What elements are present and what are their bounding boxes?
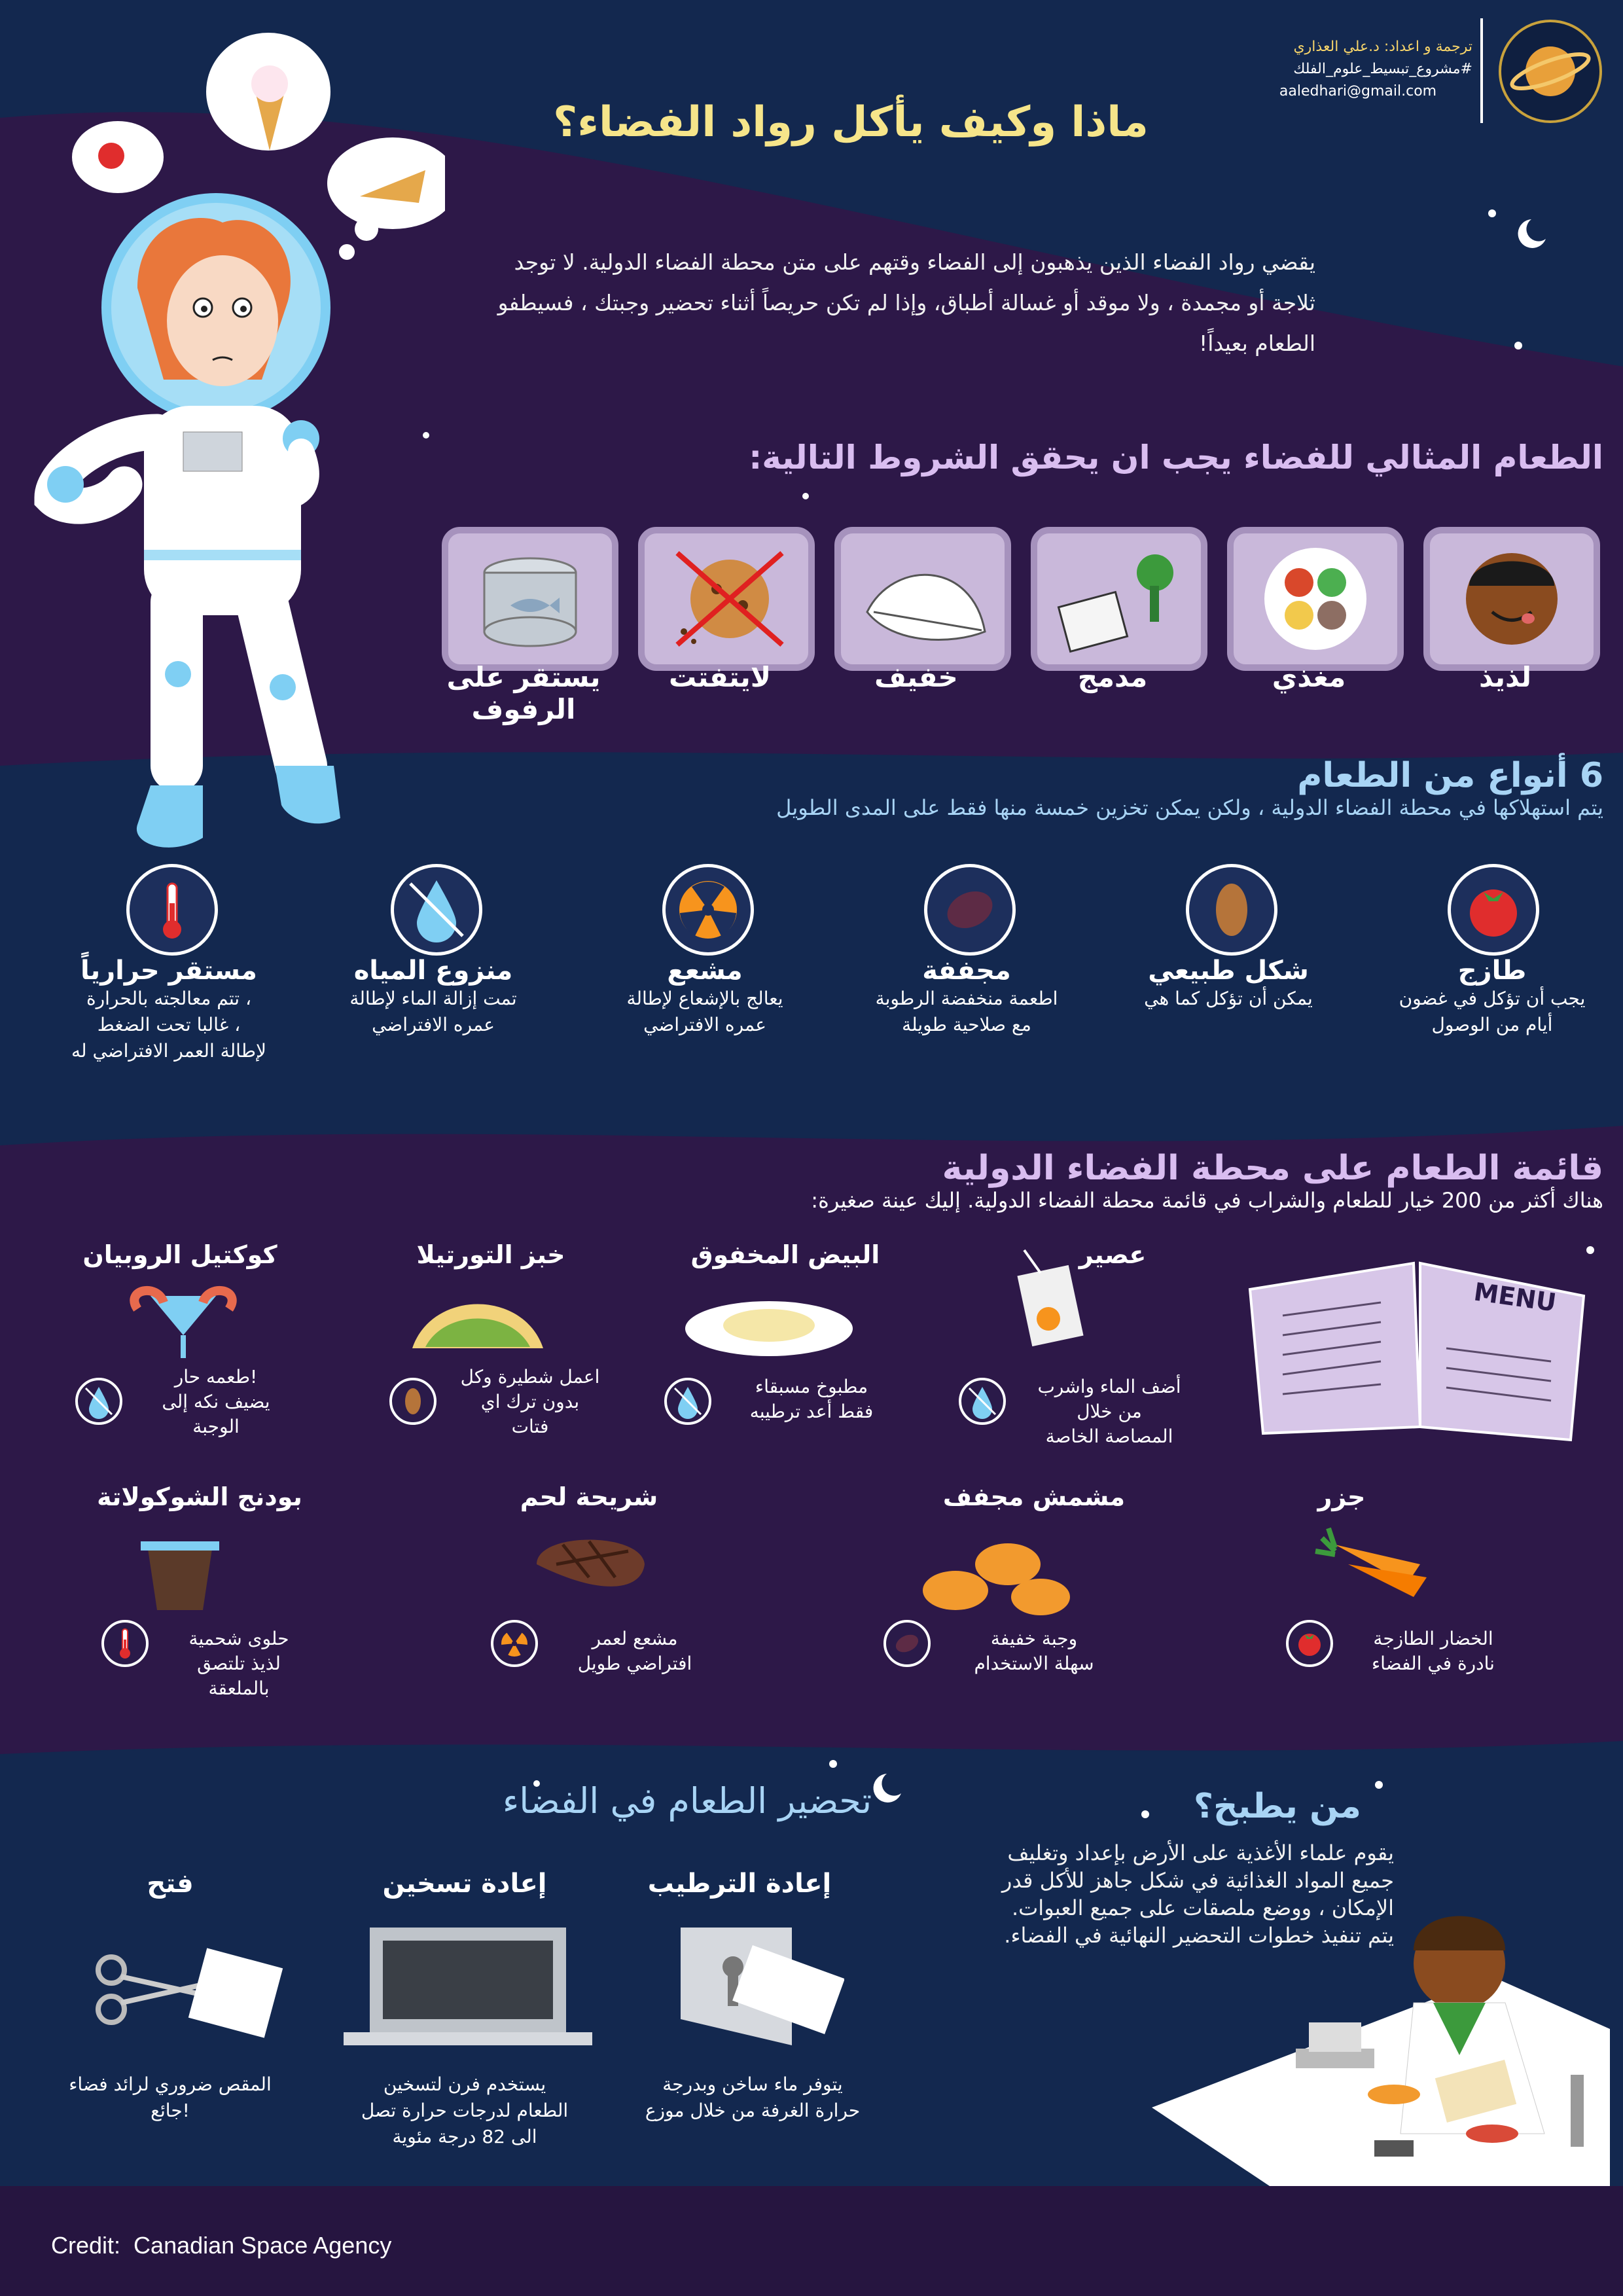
desc-line: حرارة الغرفة من خلال موزع (645, 2100, 861, 2121)
type-dried-icon-wrap (924, 864, 1016, 956)
dried-apricot-icon (910, 1532, 1080, 1617)
food-warmer-icon (344, 1921, 592, 2052)
type-desc: يجب أن تؤكل في غضون (1399, 988, 1586, 1009)
type-title: مجففة (922, 956, 1011, 986)
condition-card-light (834, 527, 1011, 671)
desc-line: يتوفر ماء ساخن وبدرجة (662, 2073, 843, 2095)
menu-item-name: مشمش مجفف (942, 1482, 1126, 1511)
radiation-icon (491, 1620, 538, 1667)
type-desc: مع صلاحية طويلة (902, 1014, 1031, 1035)
condition-label-compact: مدمج (1077, 661, 1148, 693)
condition-label-no-crumbs: لايتفتت (668, 661, 772, 693)
desc-line: جائع! (151, 2100, 190, 2121)
desc-line: يستخدم فرن لتسخين (383, 2073, 546, 2095)
desc-line: اعمل شطيرة وكل (460, 1366, 600, 1388)
prep-step-name: إعادة تسخين (382, 1869, 547, 1899)
type-dehydrated-icon-wrap (391, 864, 482, 956)
desc-line: المصاصة الخاصة (1045, 1426, 1173, 1447)
prep-step-desc (314, 2072, 615, 2150)
desc-line: يضيف نكه إلى (162, 1391, 270, 1412)
menu-item-desc (147, 1626, 330, 1701)
type-fresh (1361, 956, 1623, 1038)
desc-line: فقط أعد ترطيبه (749, 1401, 874, 1422)
menu-item-name: خبز التورتيلا (416, 1240, 565, 1269)
type-natural (1097, 956, 1359, 1012)
type-desc: يمكن أن تؤكل كما هي (1144, 988, 1313, 1009)
menu-item-desc (713, 1374, 910, 1424)
desc-line: سهلة الاستخدام (974, 1653, 1094, 1674)
food-scientist-illustration (1152, 1859, 1610, 2186)
thermometer-icon (130, 867, 215, 952)
steak-icon (524, 1525, 654, 1604)
type-natural-icon-wrap (1186, 864, 1277, 956)
desc-line: مطبوخ مسبقاء (755, 1376, 868, 1397)
dried-date-icon (883, 1620, 931, 1667)
tortilla-icon (406, 1283, 550, 1361)
juice-pouch-icon (1008, 1244, 1099, 1361)
shrimp-cocktail-icon (118, 1283, 249, 1368)
menu-subheading: هناك أكثر من 200 خيار للطعام والشراب في قائمة محطة الفضاء الدولية. إليك عينة صغيرة: (811, 1188, 1603, 1213)
type-desc: غالبا تحت الضغط ، (97, 1014, 241, 1035)
condition-card-no-crumbs (638, 527, 815, 671)
types-subheading: يتم استهلاكها في محطة الفضاء الدولية ، ولكن يمكن تخزين خمسة منها فقط على المدى الطويل (776, 795, 1603, 820)
condition-label-tasty: لذيذ (1478, 661, 1532, 693)
crossed-water-drop-icon (959, 1378, 1006, 1425)
type-desc: عمره الافتراضي (372, 1014, 495, 1035)
scrambled-eggs-icon (681, 1289, 857, 1361)
tomato-icon (1451, 867, 1536, 952)
header-divider (1480, 18, 1483, 123)
desc-line: لذيذ تلتصق (197, 1653, 281, 1674)
desc-line: من خلال (1077, 1401, 1142, 1422)
type-desc: اطعمة منخفضة الرطوبة (875, 988, 1058, 1009)
desc-line: حلوى شحمية (188, 1628, 289, 1649)
astronomy-logo (1499, 20, 1602, 123)
desc-line: فتات (511, 1416, 549, 1437)
type-dehydrated (302, 956, 564, 1038)
condition-card-shelf-stable (442, 527, 618, 671)
menu-item-desc (537, 1626, 733, 1676)
desc-line: بالملعقة (208, 1677, 270, 1699)
menu-item-name: كوكتيل الروبيان (82, 1240, 277, 1269)
desc-line: بدون ترك اي (480, 1391, 580, 1412)
credit-value: Canadian Space Agency (134, 2232, 392, 2259)
type-title: مستقر حرارياً (80, 956, 257, 986)
menu-item-name: جزر (1317, 1482, 1366, 1511)
type-thermostabilized (38, 956, 300, 1064)
project-hashtag: #مشروع_تبسيط_علوم_الفلك (1293, 61, 1472, 77)
conditions-heading: الطعام المثالي للفضاء يجب ان يحقق الشروط التالية: (749, 439, 1603, 476)
menu-card-text: MENU (1472, 1277, 1558, 1318)
menu-item-name: شريحة لحم (520, 1482, 658, 1511)
type-fresh-icon-wrap (1448, 864, 1539, 956)
carrot-icon (1309, 1525, 1440, 1604)
type-desc: يعالج بالإشعاع لإطالة (626, 988, 783, 1009)
condition-card-nutritious (1227, 527, 1404, 671)
feather-icon (841, 533, 1005, 664)
dried-date-icon (927, 867, 1012, 952)
type-title: منزوع المياه (353, 956, 513, 986)
type-desc: تمت إزالة الماء لإطالة (349, 988, 517, 1009)
crossed-water-drop-icon (664, 1378, 711, 1425)
type-irradiated-icon-wrap (662, 864, 754, 956)
desc-line: طعمه حار! (174, 1366, 258, 1388)
type-title: شكل طبيعي (1148, 956, 1309, 986)
menu-item-desc (432, 1365, 628, 1439)
tin-can-icon (448, 533, 612, 664)
desc-line: الوجبة (192, 1416, 240, 1437)
prep-heading: تحضير الطعام في الفضاء (502, 1780, 872, 1821)
almond-icon (1189, 867, 1274, 952)
page-title: ماذا وكيف يأكل رواد الفضاء؟ (553, 98, 1149, 147)
type-desc: تتم معالجته بالحرارة ، (86, 988, 252, 1009)
prep-step-desc (33, 2072, 308, 2124)
prep-step-name: فتح (147, 1869, 194, 1899)
desc-line: الطعام لدرجات حرارة تصل (361, 2100, 569, 2121)
astronaut-illustration (26, 13, 445, 864)
rehydration-dispenser-icon (674, 1921, 844, 2052)
desc-line: المقص ضروري لرائد فضاء (69, 2073, 272, 2095)
desc-line: الى 82 درجة مئوية (392, 2126, 537, 2147)
almond-icon (389, 1378, 437, 1425)
menu-heading: قائمة الطعام على محطة الفضاء الدولية (942, 1149, 1603, 1188)
type-irradiated (574, 956, 836, 1038)
type-dried (836, 956, 1097, 1038)
type-thermo-icon-wrap (126, 864, 218, 956)
condition-label-light: خفيف (874, 661, 958, 693)
who-cooks-text: يقوم علماء الأغذية على الأرض بإعداد وتغليف جميع المواد الغذائية في شكل جاهز للأكل قدر الإمكان ، ووضع ملصقات على جميع العبوات. يتم تنفيذ خطوات التحضير النهائية في الفضاء. (1001, 1840, 1394, 1948)
menu-item-name: البيض المخفوق (690, 1240, 880, 1269)
condition-card-tasty (1423, 527, 1600, 671)
radiation-icon (666, 867, 751, 952)
prep-step-name: إعادة الترطيب (647, 1869, 832, 1899)
type-title: مشعع (667, 956, 743, 986)
planet-logo-icon (1501, 22, 1599, 120)
condition-card-compact (1031, 527, 1207, 671)
menu-item-desc (1011, 1374, 1207, 1449)
crossed-water-drop-icon (75, 1378, 122, 1425)
scissors-icon (92, 1937, 288, 2042)
tomato-icon (1286, 1620, 1333, 1667)
prep-step-desc (609, 2072, 897, 2124)
desc-line: وجبة خفيفة (990, 1628, 1078, 1649)
menu-item-desc (936, 1626, 1132, 1676)
menu-item-desc (1335, 1626, 1531, 1676)
menu-item-name: عصير (1079, 1240, 1147, 1269)
who-cooks-heading: من يطبخ؟ (1193, 1787, 1361, 1826)
menu-item-desc (124, 1365, 308, 1439)
crossed-water-drop-icon (394, 867, 479, 952)
type-desc: لإطالة العمر الافتراضي له (71, 1040, 266, 1062)
translator-name: ترجمة و اعداد: د.علي العذاري (1293, 39, 1472, 55)
desc-line: مشعع لعمر (592, 1628, 678, 1649)
credit-label: Credit: (51, 2232, 121, 2259)
pudding-cup-icon (131, 1532, 229, 1617)
condition-label-shelf-stable: يستقر على الرفوف (446, 661, 601, 725)
desc-line: الخضار الطازجة (1373, 1628, 1493, 1649)
menu-book-illustration (1237, 1237, 1603, 1446)
no-crumbs-cookie-icon (645, 533, 808, 664)
desc-line: افتراضي طويل (577, 1653, 692, 1674)
menu-item-name: بودنج الشوكولاتة (97, 1482, 302, 1511)
contact-email[interactable]: aaledhari@gmail.com (1279, 83, 1437, 99)
translator-credit (1243, 36, 1472, 103)
type-desc: أيام من الوصول (1431, 1014, 1553, 1035)
types-heading: 6 أنواع من الطعام (1297, 756, 1603, 795)
compact-pouch-icon (1037, 533, 1201, 664)
thermometer-icon (101, 1620, 149, 1667)
intro-paragraph: يقضي رواد الفضاء الذين يذهبون إلى الفضاء وقتهم على متن محطة الفضاء الدولية. لا توجد ثلاجة أو مجمدة ، ولا موقد أو غسالة أطباق، وإذا لم تكن حريصاً أثناء تحضير وجبتك ، فسيطفو الطعام بعيداً! (497, 249, 1315, 356)
desc-line: نادرة في الفضاء (1372, 1653, 1495, 1674)
condition-label-nutritious: مغذي (1272, 661, 1346, 693)
type-title: طازج (1457, 956, 1527, 986)
type-desc: عمره الافتراضي (643, 1014, 766, 1035)
smiling-face-icon (1430, 533, 1594, 664)
healthy-plate-icon (1234, 533, 1397, 664)
footer-credit (51, 2232, 391, 2259)
desc-line: أضف الماء واشرب (1037, 1376, 1181, 1397)
